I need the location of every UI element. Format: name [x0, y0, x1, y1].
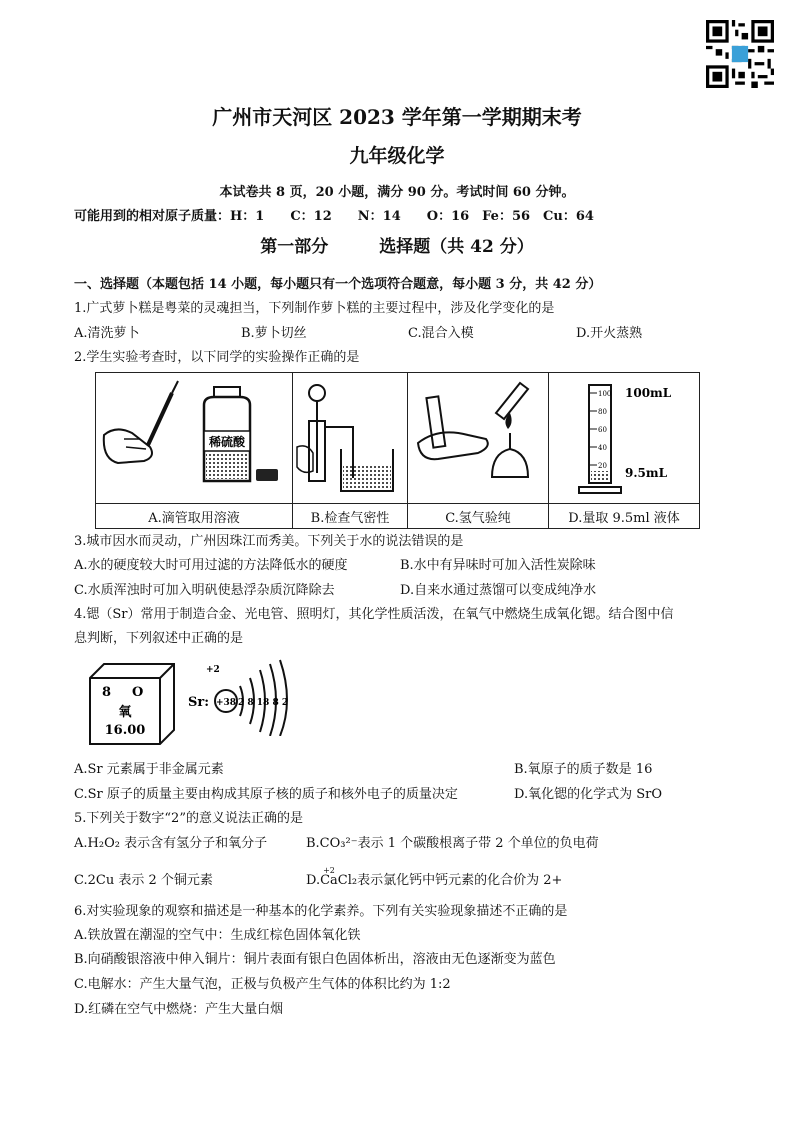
element-name: 氧 [118, 705, 132, 720]
oxygen-element-card [84, 660, 180, 750]
hydrogen-test-figure [408, 373, 548, 499]
figure-d [549, 373, 700, 504]
q6-stem: 6.对实验现象的观察和描述是一种基本的化学素养。下列有关实验现象描述不正确的是 [74, 904, 568, 919]
q4-option-a: A.Sr 元素属于非金属元素 [74, 762, 224, 777]
q6-option-a: A.铁放置在潮湿的空气中：生成红棕色固体氧化铁 [74, 928, 361, 943]
graduated-cylinder-figure [549, 373, 699, 499]
q3-option-d: D.自来水通过蒸馏可以变成纯净水 [400, 583, 597, 598]
q3-stem: 3.城市因水而灵动，广州因珠江而秀美。下列关于水的说法错误的是 [74, 534, 464, 549]
airtight-check-figure [293, 373, 407, 499]
q6-option-b: B.向硝酸银溶液中伸入铜片：铜片表面有银白色固体析出，溶液由无色逐渐变为蓝色 [74, 952, 556, 967]
caption-d: D.量取 9.5ml 液体 [549, 504, 700, 529]
q5-option-d-formula: CaCl₂ [320, 873, 358, 888]
sr-charge: +2 [206, 665, 220, 675]
figure-b [293, 373, 408, 504]
q1-option-a: A.清洗萝卜 [74, 326, 140, 341]
sr-nucleus: +38 [215, 698, 237, 708]
q2-figure-table [95, 372, 700, 529]
figure-a [96, 373, 293, 504]
cyl-tick-80: 80 [598, 408, 607, 416]
q5-option-d [306, 866, 563, 890]
caption-a: A.滴管取用溶液 [96, 504, 293, 529]
section-heading: 一、选择题（本题包括 14 小题，每小题只有一个选项符合题意，每小题 3 分，共 42 分） [74, 277, 602, 292]
q5-option-b [306, 835, 599, 853]
q6-option-c: C.电解水：产生大量气泡，正极与负极产生气体的体积比约为 1:2 [74, 977, 451, 992]
q1-option-b: B.萝卜切丝 [241, 326, 307, 341]
exam-title: 广州市天河区 2023 学年第一学期期末考 [212, 105, 582, 129]
q3-option-a: A.水的硬度较大时可用过滤的方法降低水的硬度 [74, 558, 348, 573]
exam-subtitle: 九年级化学 [349, 145, 445, 167]
q5-option-b-text: 表示 1 个碳酸根离子带 2 个单位的负电荷 [357, 836, 599, 851]
q5-option-d-prefix: D. [306, 873, 321, 888]
q4-stem-line2: 息判断，下列叙述中正确的是 [74, 631, 244, 646]
q5-option-d-charge: +2 [323, 866, 335, 875]
atomic-masses: 可能用到的相对原子质量：H：1 C：12 N：14 O：16 Fe：56 Cu：64 [74, 209, 594, 224]
exam-info: 本试卷共 8 页，20 小题，满分 90 分。考试时间 60 分钟。 [219, 185, 575, 200]
part-heading: 第一部分 选择题（共 42 分） [260, 237, 534, 257]
q4-option-d: D.氧化锶的化学式为 SrO [514, 787, 663, 802]
sr-shells: 2 8 18 8 2 [238, 698, 289, 708]
sr-label: Sr: [188, 695, 210, 710]
q5-option-d-text: 表示氯化钙中钙元素的化合价为 2+ [357, 873, 563, 888]
q2-stem: 2.学生实验考查时，以下同学的实验操作正确的是 [74, 350, 360, 365]
element-number: 8 [102, 685, 112, 700]
strontium-ion-diagram [186, 652, 296, 736]
q4-option-c: C.Sr 原子的质量主要由构成其原子核的质子和核外电子的质量决定 [74, 787, 458, 802]
qr-code-image [706, 20, 774, 88]
element-symbol: O [132, 685, 144, 700]
element-mass: 16.00 [104, 723, 146, 738]
q6-option-d: D.红磷在空气中燃烧：产生大量白烟 [74, 1002, 284, 1017]
q5-option-a: A.H₂O₂ 表示含有氢分子和氧分子 [74, 836, 268, 851]
q4-stem-line1: 4.锶（Sr）常用于制造合金、光电管、照明灯，其化学性质活泼，在氧气中燃烧生成氧化锶。结合图中信 [74, 607, 674, 622]
caption-c: C.氢气验纯 [408, 504, 549, 529]
dropper-bottle-figure [96, 373, 292, 499]
cyl-tick-20: 20 [598, 462, 607, 470]
q4-option-b: B.氧原子的质子数是 16 [514, 762, 653, 777]
q1-option-d: D.开火蒸熟 [576, 326, 643, 341]
cyl-label-100ml: 100mL [625, 386, 672, 400]
cyl-label-9-5ml: 9.5mL [625, 466, 668, 480]
cyl-tick-60: 60 [598, 426, 607, 434]
figure-c [408, 373, 549, 504]
cyl-tick-100: 100 [598, 390, 612, 398]
q3-option-c: C.水质浑浊时可加入明矾使悬浮杂质沉降除去 [74, 583, 335, 598]
q3-option-b: B.水中有异味时可加入活性炭除味 [400, 558, 596, 573]
q1-stem: 1.广式萝卜糕是粤菜的灵魂担当，下列制作萝卜糕的主要过程中，涉及化学变化的是 [74, 301, 555, 316]
q5-stem: 5.下列关于数字“2”的意义说法正确的是 [74, 811, 303, 826]
caption-b: B.检查气密性 [293, 504, 408, 529]
q5-option-b-formula: B.CO₃²⁻ [306, 836, 358, 851]
cyl-tick-40: 40 [598, 444, 607, 452]
q1-option-c: C.混合入模 [408, 326, 474, 341]
q5-option-c: C.2Cu 表示 2 个铜元素 [74, 873, 213, 888]
bottle-label: 稀硫酸 [208, 435, 246, 449]
